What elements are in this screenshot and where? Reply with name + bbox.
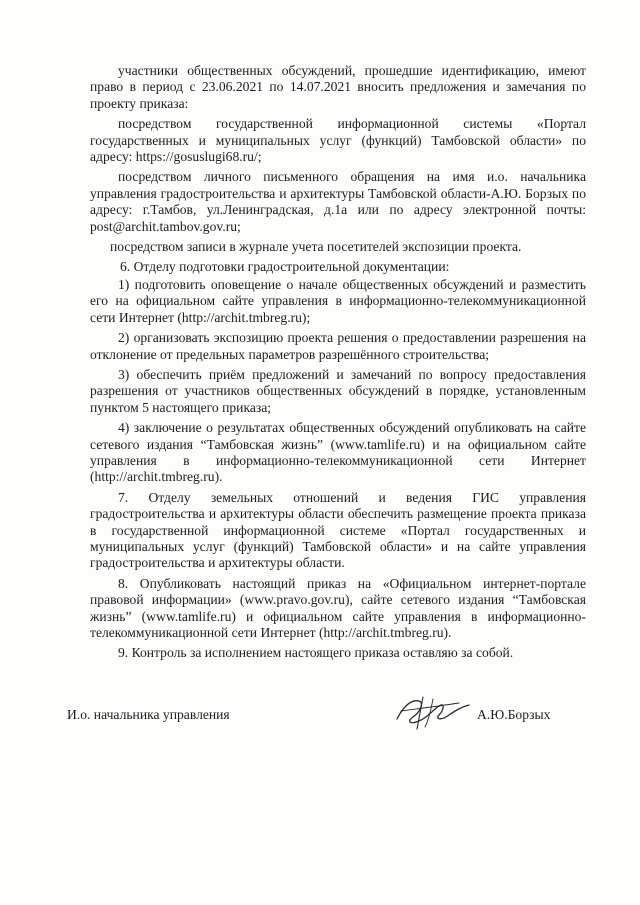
paragraph-subitem-4: 4) заключение о результатах общественных обсуждений опубликовать на сайте сетевого издания “Тамбовская жизнь” (www.tamlife.ru) и на официальном сайте управления в информационно-телекоммуникационной сети Интернет (http://archit.tmbreg.ru). xyxy=(90,420,586,485)
handwritten-signature-icon xyxy=(389,689,475,735)
paragraph-item-8: 8. Опубликовать настоящий приказ на «Официальном интернет-портале правовой информации» (www.pravo.gov.ru), сайте сетевого издания “Тамбовская жизнь” (www.tamlife.ru) и официальном сайте управления в информационно-телекоммуникационной сети Интернет (http://archit.tmbreg.ru). xyxy=(90,575,586,640)
paragraph-written-submission: посредством личного письменного обращения на имя и.о. начальника управления градостроительства и архитектуры Тамбовской области-А.Ю. Борзых по адресу: г.Тамбов, ул.Ленинградская, д.1а или по адресу электронной почты: post@archit.tambov.gov.ru; xyxy=(90,169,586,234)
paragraph-subitem-3: 3) обеспечить приём предложений и замечаний по вопросу предоставления разрешения от участников общественных обсуждений в порядке, установленным пунктом 5 настоящего приказа; xyxy=(90,366,586,415)
paragraph-journal-submission: посредством записи в журнале учета посетителей экспозиции проекта. xyxy=(110,239,522,255)
signature-block xyxy=(67,703,587,743)
paragraph-subitem-1: 1) подготовить оповещение о начале общественных обсуждений и разместить его на официальном сайте управления в информационно-телекоммуникационной сети Интернет (http://archit.tmbreg.ru); xyxy=(90,276,586,325)
paragraph-item-9: 9. Контроль за исполнением настоящего приказа оставляю за собой. xyxy=(118,645,514,661)
paragraph-participants-rights: участники общественных обсуждений, прошедшие идентификацию, имеют право в период с 23.06.2021 по 14.07.2021 вносить предложения и замечания по проекту приказа: xyxy=(90,63,586,111)
paragraph-subitem-2: 2) организовать экспозицию проекта решения о предоставлении разрешения на отклонение от предельных параметров разрешённого строительства; xyxy=(90,330,586,362)
paragraph-item-6: 6. Отделу подготовки градостроительной документации: xyxy=(120,259,450,275)
signatory-name: А.Ю.Борзых xyxy=(477,707,551,722)
signatory-title: И.о. начальника управления xyxy=(67,707,230,722)
paragraph-portal-submission: посредством государственной информационной системы «Портал государственных и муниципальных услуг (функций) Тамбовской области» по адресу: https://gosuslugi68.ru/; xyxy=(90,116,586,165)
document-body xyxy=(90,63,586,666)
paragraph-item-7: 7. Отделу земельных отношений и ведения ГИС управления градостроительства и архитектуры области обеспечить размещение проекта приказа в государственной информационной системе «Портал государственных и муниципальных услуг (функций) Тамбовской области» и на сайте управления градостроительства и архитектуры области. xyxy=(90,489,586,571)
